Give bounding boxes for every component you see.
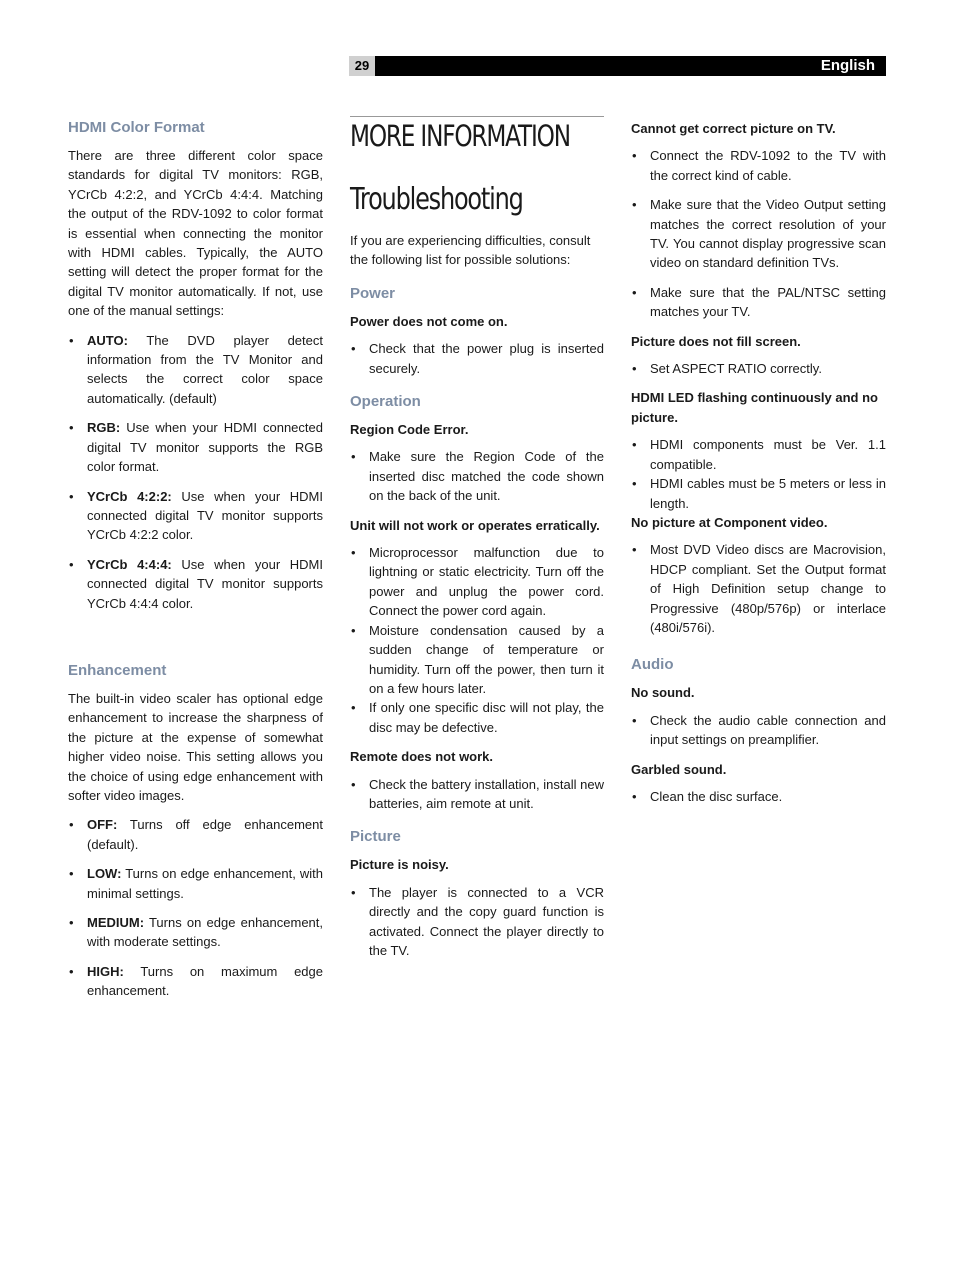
list-item: • YCrCb 4:4:4: Use when your HDMI connected digital TV monitor supports YCrCb 4:4:4 color. [68, 555, 323, 613]
list-item: • Set ASPECT RATIO correctly. [631, 359, 886, 378]
problem-question: No sound. [631, 685, 695, 701]
picture-heading: Picture [350, 828, 401, 846]
list-item: • Make sure that the Video Output setting matches the correct resolution of your TV. You cannot display progressive scan video on standard definition TVs. [631, 195, 886, 273]
hdmi-color-format-heading: HDMI Color Format [68, 119, 205, 136]
list-item: • HDMI components must be Ver. 1.1 compatible. [631, 435, 886, 474]
list-item: • AUTO: The DVD player detect information from the TV Monitor and selects the correct color space automatically. (default) [68, 331, 323, 409]
language-label: English [820, 57, 875, 74]
middle-column [350, 116, 604, 970]
list-item: • If only one specific disc will not play, the disc may be defective. [350, 698, 604, 737]
list-item: • Connect the RDV-1092 to the TV with the correct kind of cable. [631, 146, 886, 185]
list-item: • Check that the power plug is inserted securely. [350, 339, 604, 378]
problem-question: HDMI LED flashing continuously and no picture. [631, 390, 878, 425]
right-column [631, 119, 886, 816]
problem-question: Picture is noisy. [350, 857, 449, 873]
list-item: • Check the audio cable connection and input settings on preamplifier. [631, 711, 886, 750]
main-title: MORE INFORMATION [350, 119, 570, 153]
enhancement-heading: Enhancement [68, 661, 167, 679]
left-column [68, 118, 323, 1011]
list-item: • Make sure that the PAL/NTSC setting matches your TV. [631, 283, 886, 322]
list-item: • YCrCb 4:2:2: Use when your HDMI connected digital TV monitor supports YCrCb 4:2:2 color. [68, 487, 323, 545]
enhancement-intro: The built-in video scaler has optional edge enhancement to increase the sharpness of the picture at the expense of somewhat higher video noise. This setting allows you the choice of using edge enhancement with softer video images. [68, 690, 323, 803]
hdmi-options-list [68, 331, 323, 613]
problem-question: Garbled sound. [631, 761, 727, 777]
problem-question: Picture does not fill screen. [631, 333, 801, 349]
problem-question: Power does not come on. [350, 313, 508, 329]
enhancement-options-list [68, 815, 323, 1000]
list-item: • LOW: Turns on edge enhancement, with minimal settings. [68, 864, 323, 903]
main-title-rule [350, 116, 604, 153]
list-item: • Most DVD Video discs are Macrovision, HDCP compliant. Set the Output format of High Definition setup change to Progressive (480p/576p) or interlace (480i/576i). [631, 540, 886, 637]
hdmi-intro: There are three different color space standards for digital TV monitors: RGB, YCrCb 4:2:2, and YCrCb 4:4:4. Matching the output of the RDV-1092 to color format is essential when connecting the monitor with HDMI cables. Typically, the AUTO setting will detect the proper format for the digital TV monitor automatically. If not, use one of the manual settings: [68, 148, 323, 319]
list-item: • The player is connected to a VCR directly and the copy guard function is activated. Connect the player directly to the TV. [350, 883, 604, 961]
section-title: Troubleshooting [350, 182, 523, 217]
problem-question: Region Code Error. [350, 422, 469, 438]
list-item: • HDMI cables must be 5 meters or less in length. [631, 474, 886, 513]
problem-question: Remote does not work. [350, 749, 494, 765]
problem-question: Unit will not work or operates erratically. [350, 517, 600, 533]
problem-question: Cannot get correct picture on TV. [631, 121, 836, 136]
problem-question: No picture at Component video. [631, 514, 828, 530]
power-heading: Power [350, 284, 396, 302]
list-item: • Check the battery installation, install new batteries, aim remote at unit. [350, 775, 604, 814]
list-item: • Clean the disc surface. [631, 787, 886, 806]
list-item: • MEDIUM: Turns on edge enhancement, with moderate settings. [68, 913, 323, 952]
list-item: • Make sure the Region Code of the inserted disc matched the code shown on the back of the unit. [350, 447, 604, 505]
audio-heading: Audio [631, 656, 674, 674]
page-header-bar [349, 56, 886, 76]
list-item: • Microprocessor malfunction due to lightning or static electricity. Turn off the power and unplug the power cord. Connect the power cord again. [350, 543, 604, 621]
operation-heading: Operation [350, 393, 421, 411]
list-item: • RGB: Use when your HDMI connected digital TV monitor supports the RGB color format. [68, 418, 323, 476]
troubleshooting-intro: If you are experiencing difficulties, consult the following list for possible solutions: [350, 233, 591, 268]
list-item: • Moisture condensation caused by a sudden change of temperature or humidity. Turn off the power, then turn it on a few hours later. [350, 621, 604, 699]
page-number: 29 [349, 56, 375, 76]
list-item: • OFF: Turns off edge enhancement (default). [68, 815, 323, 854]
list-item: • HIGH: Turns on maximum edge enhancement. [68, 962, 323, 1001]
